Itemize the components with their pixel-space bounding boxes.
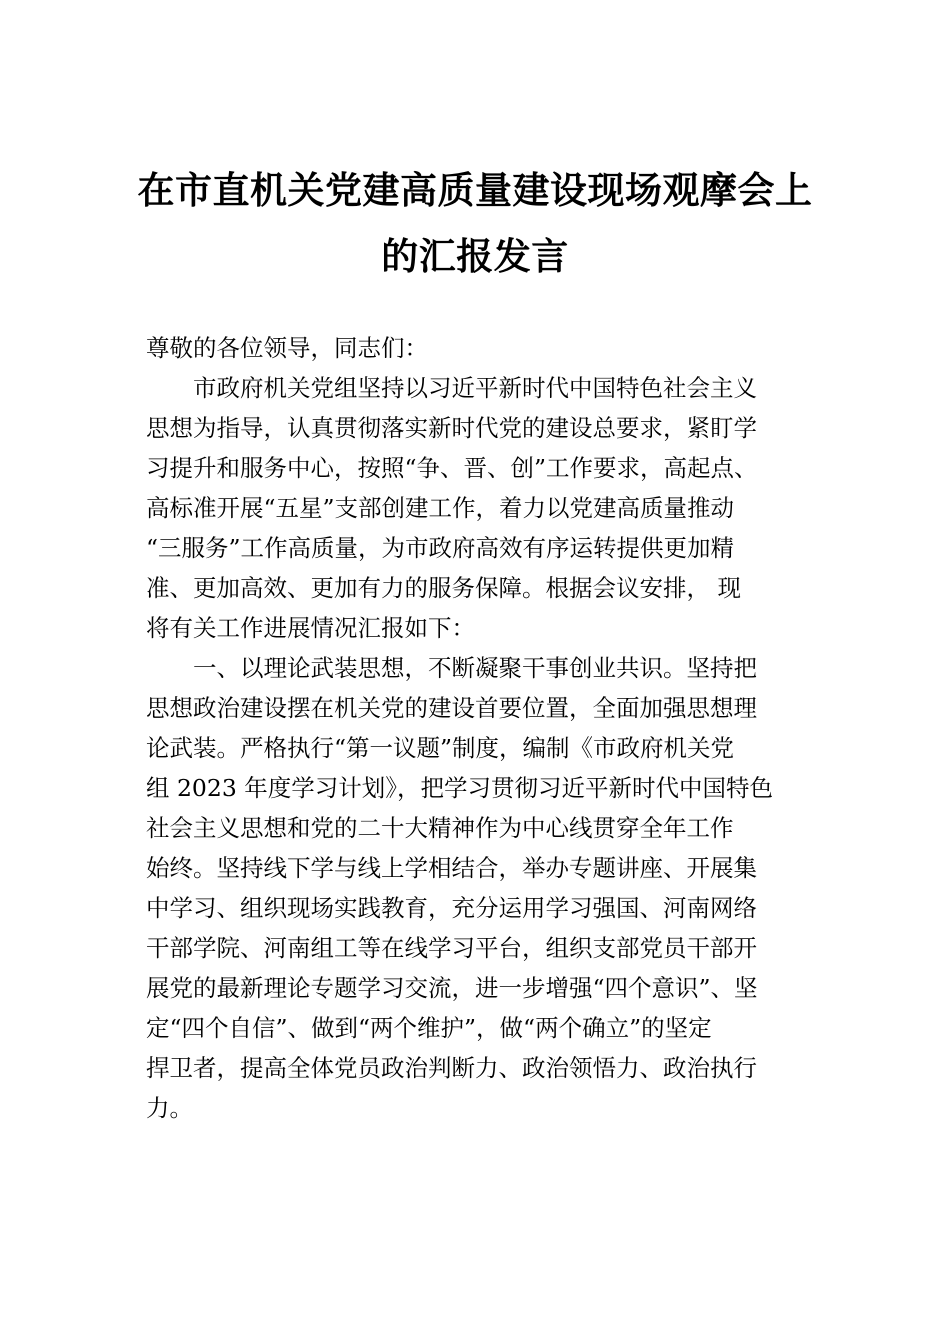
paragraph-1-line: 准、更加高效、更加有力的服务保障。根据会议安排， 现 (146, 574, 741, 602)
paragraph-2-line: 思想政治建设摆在机关党的建设首要位置，全面加强思想理 (146, 694, 757, 722)
paragraph-1-line: 思想为指导，认真贯彻落实新时代党的建设总要求，紧盯学 (146, 414, 757, 442)
paragraph-2-line: 定“四个自信”、做到“两个维护”，做“两个确立”的坚定 (146, 1014, 712, 1042)
paragraph-2-line: 展党的最新理论专题学习交流，进一步增强“四个意识”、坚 (146, 974, 758, 1002)
paragraph-1-line: 习提升和服务中心，按照“争、晋、创”工作要求，高起点、 (146, 454, 758, 482)
salutation: 尊敬的各位领导，同志们： (146, 334, 428, 362)
paragraph-1-line: 将有关工作进展情况汇报如下： (146, 614, 475, 642)
paragraph-2-line: 干部学院、河南组工等在线学习平台，组织支部党员干部开 (146, 934, 757, 962)
paragraph-2-line: 中学习、组织现场实践教育，充分运用学习强国、河南网络 (146, 894, 757, 922)
paragraph-2-line: 论武装。严格执行“第一议题”制度，编制《市政府机关党 (146, 734, 735, 762)
paragraph-2-line: 社会主义思想和党的二十大精神作为中心线贯穿全年工作 (146, 814, 734, 842)
paragraph-1-line: 市政府机关党组坚持以习近平新时代中国特色社会主义 (146, 374, 757, 402)
paragraph-2-line: 捍卫者，提高全体党员政治判断力、政治领悟力、政治执行 (146, 1054, 757, 1082)
paragraph-1-line: 高标准开展“五星”支部创建工作，着力以党建高质量推动 (146, 494, 735, 522)
paragraph-2-line: 始终。坚持线下学与线上学相结合，举办专题讲座、开展集 (146, 854, 757, 882)
document-title-line-1: 在市直机关党建高质量建设现场观摩会上 (137, 168, 813, 212)
paragraph-2-line: 组 2023 年度学习计划》，把学习贯彻习近平新时代中国特色 (146, 774, 773, 802)
document-title-line-2: 的汇报发言 (381, 234, 569, 278)
paragraph-2-line: 力。 (146, 1094, 193, 1122)
paragraph-2-line: 一、以理论武装思想，不断凝聚干事创业共识。坚持把 (146, 654, 757, 682)
paragraph-1-line: “三服务”工作高质量，为市政府高效有序运转提供更加精 (146, 534, 735, 562)
